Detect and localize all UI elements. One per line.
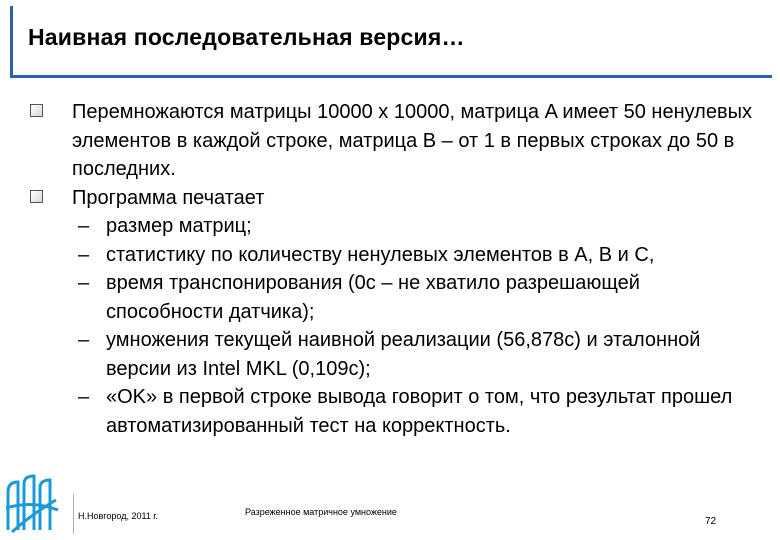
dash-marker: – xyxy=(78,329,90,351)
slide-content xyxy=(30,98,760,440)
page-number: 72 xyxy=(705,516,717,527)
sub-item-text: умножения текущей наивной реализации (56,878с) и эталонной версии из Intel MKL (0,109с); xyxy=(106,329,701,380)
university-logo-icon xyxy=(2,470,62,536)
sub-item xyxy=(30,326,760,383)
square-bullet-icon xyxy=(30,190,43,203)
slide-title: Наивная последовательная версия… xyxy=(28,24,465,50)
sub-item-text: размер матриц; xyxy=(106,215,252,237)
footer-divider xyxy=(73,494,74,534)
sub-item xyxy=(30,212,760,241)
bullet-item xyxy=(30,184,760,213)
square-bullet-icon xyxy=(30,104,43,117)
sub-item xyxy=(30,241,760,270)
footer-course-title: Разреженное матричное умножение xyxy=(245,507,397,517)
bullet-text: Перемножаются матрицы 10000 x 10000, матрица A имеет 50 ненулевых элементов в каждой строке, матрица B – от 1 в первых строках до 50 в последних. xyxy=(72,101,752,180)
sub-item xyxy=(30,269,760,326)
sub-item xyxy=(30,383,760,440)
dash-marker: – xyxy=(78,215,90,237)
sub-item-text: время транспонирования (0с – не хватило разрешающей способности датчика); xyxy=(106,272,640,323)
title-underline xyxy=(10,75,772,78)
bullet-text: Программа печатает xyxy=(72,186,265,209)
dash-marker: – xyxy=(78,272,90,294)
dash-marker: – xyxy=(78,243,90,266)
title-accent-bar xyxy=(10,6,13,78)
dash-marker: – xyxy=(78,386,90,408)
footer-location: Н.Новгород, 2011 г. xyxy=(78,511,158,521)
sub-item-text: статистику по количеству ненулевых элементов в A, B и C, xyxy=(106,243,655,266)
sub-item-text: «OK» в первой строке вывода говорит о том, что результат прошел автоматизированный тест на корректность. xyxy=(106,386,733,437)
bullet-item xyxy=(30,98,760,184)
